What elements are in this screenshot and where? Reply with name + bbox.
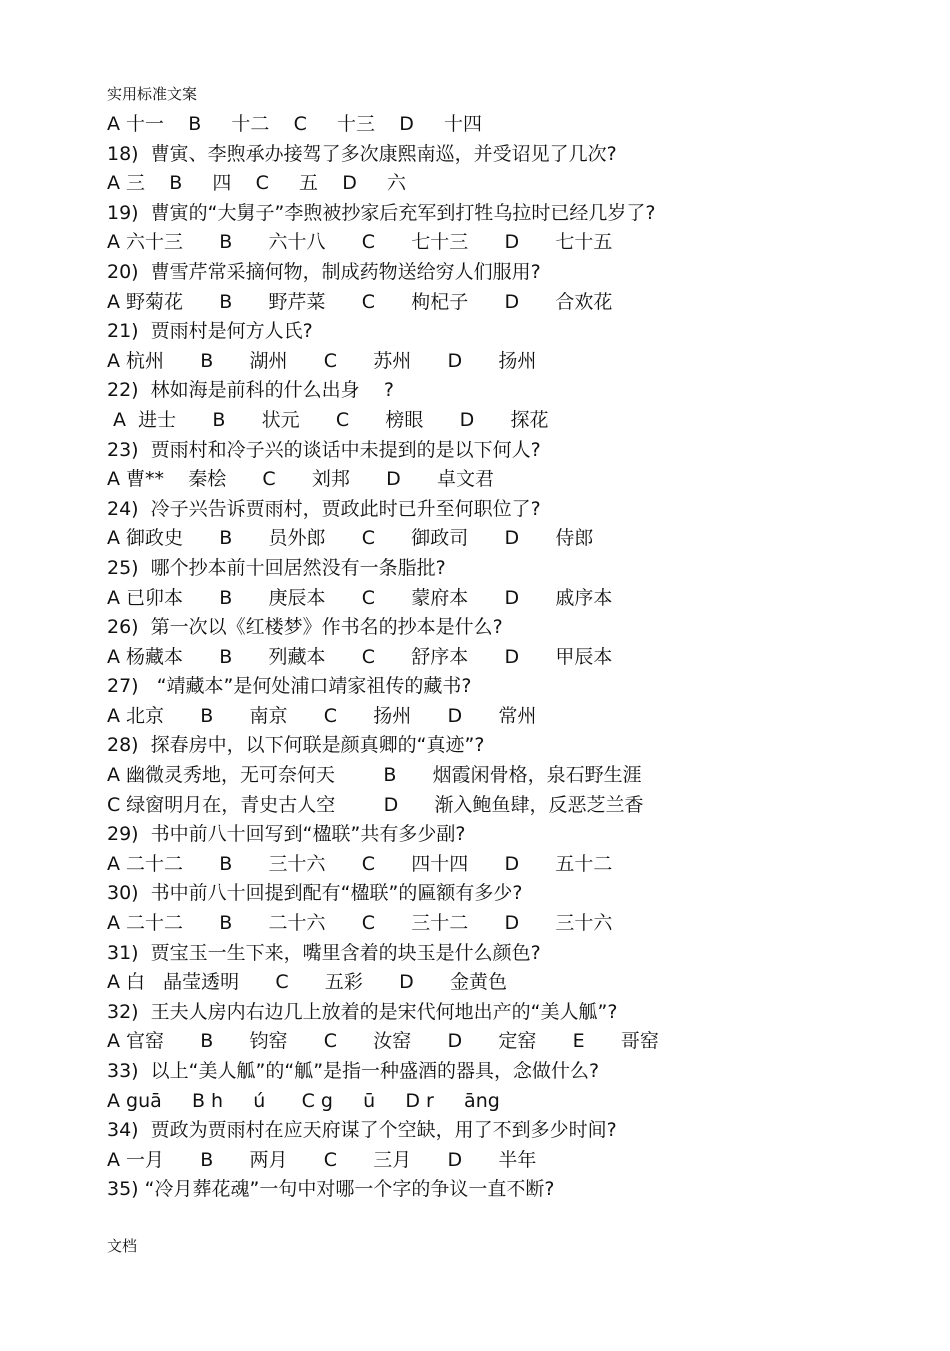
text-line: A 杨藏本 B 列藏本 C 舒序本 D 甲辰本 [107,645,613,668]
text-line: 25) 哪个抄本前十回居然没有一条脂批? [107,556,446,579]
text-line: A 野菊花 B 野芹菜 C 枸杞子 D 合欢花 [107,290,613,313]
page-footer: 文档 [107,1237,138,1255]
text-line: A 曹** 秦桧 C 刘邦 D 卓文君 [107,468,495,491]
text-line: A 六十三 B 六十八 C 七十三 D 七十五 [107,231,613,254]
text-line: 22) 林如海是前科的什么出身 ? [107,379,394,402]
document-body [107,110,927,1205]
text-line: 31) 贾宝玉一生下来，嘴里含着的块玉是什么颜色? [107,941,541,964]
text-line: A 三 B 四 C 五 D 六 [107,172,407,195]
text-line: 35) “冷月葬花魂”一句中对哪一个字的争议一直不断? [107,1178,555,1201]
text-line: A 幽微灵秀地，无可奈何天 B 烟霞闲骨格，泉石野生涯 [107,764,642,787]
text-line: 27) “靖藏本”是何处浦口靖家祖传的藏书? [107,675,472,698]
text-line: 24) 冷子兴告诉贾雨村，贾政此时已升至何职位了? [107,497,541,520]
text-line: C 绿窗明月在，青史古人空 D 渐入鲍鱼肆，反恶芝兰香 [107,793,644,816]
text-line: A 北京 B 南京 C 扬州 D 常州 [107,704,537,727]
text-line: 26) 第一次以《红楼梦》作书名的抄本是什么? [107,616,503,639]
text-line: A guā B h ú C g ū D r āng [107,1089,500,1112]
text-line: 29) 书中前八十回写到“楹联”共有多少副? [107,823,466,846]
text-line: 20) 曹雪芹常采摘何物，制成药物送给穷人们服用? [107,260,541,283]
text-line: A 御政史 B 员外郎 C 御政司 D 侍郎 [107,527,594,550]
text-line: 30) 书中前八十回提到配有“楹联”的匾额有多少? [107,882,523,905]
text-line: 33) 以上“美人觚”的“觚”是指一种盛酒的器具，念做什么? [107,1060,600,1082]
text-line: 23) 贾雨村和冷子兴的谈话中未提到的是以下何人? [107,438,541,461]
text-line: 19) 曹寅的“大舅子”李煦被抄家后充军到打牲乌拉时已经几岁了? [107,201,656,224]
text-line: A 二十二 B 三十六 C 四十四 D 五十二 [107,852,613,875]
text-line: A 二十二 B 二十六 C 三十二 D 三十六 [107,912,613,935]
text-line: 28) 探春房中，以下何联是颜真卿的“真迹”? [107,734,485,757]
text-line: A 官窑 B 钧窑 C 汝窑 D 定窑 E 哥窑 [107,1030,659,1053]
text-line: A 十一 B 十二 C 十三 D 十四 [107,113,483,135]
text-line: 18) 曹寅、李煦承办接驾了多次康熙南巡，并受诏见了几次? [107,142,617,165]
text-line: A 进士 B 状元 C 榜眼 D 探花 [107,408,549,431]
text-line: A 一月 B 两月 C 三月 D 半年 [107,1148,537,1171]
text-line: 34) 贾政为贾雨村在应天府谋了个空缺，用了不到多少时间? [107,1119,617,1142]
text-line: A 杭州 B 湖州 C 苏州 D 扬州 [107,349,537,372]
page-header: 实用标准文案 [107,85,198,103]
text-line: 21) 贾雨村是何方人氏? [107,320,313,343]
text-line: A 白 晶莹透明 C 五彩 D 金黄色 [107,971,508,994]
text-line: A 已卯本 B 庚辰本 C 蒙府本 D 戚序本 [107,586,613,609]
text-line: 32) 王夫人房内右边几上放着的是宋代何地出产的“美人觚”? [107,1000,618,1023]
